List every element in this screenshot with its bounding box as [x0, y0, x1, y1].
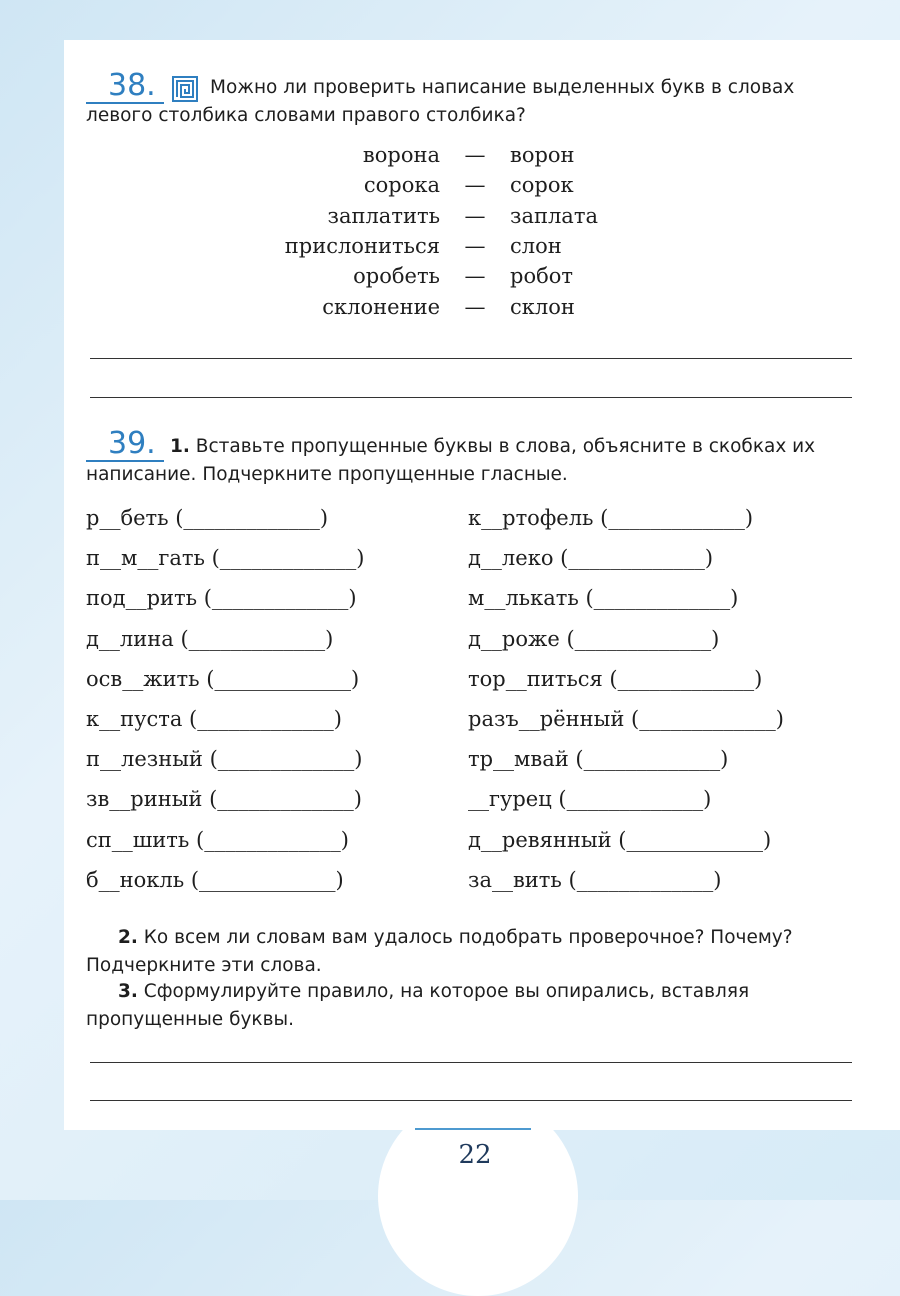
fill-in-word[interactable]: к__ртофель (_____________) — [468, 506, 754, 530]
fill-in-word[interactable]: __гурец (_____________) — [468, 787, 712, 812]
pair-left-word: склонение — [322, 294, 440, 319]
fill-in-word[interactable]: д__роже (_____________) — [468, 626, 720, 651]
pair-right-word: сорок — [510, 173, 574, 198]
page-number: 22 — [458, 1140, 492, 1170]
word-pair — [200, 291, 700, 321]
fill-in-word[interactable]: к__пуста (_____________) — [86, 707, 342, 731]
fill-in-word[interactable]: под__рить (_____________) — [86, 586, 357, 611]
answer-line[interactable] — [90, 358, 852, 359]
answer-line[interactable] — [90, 1062, 852, 1063]
answer-line[interactable] — [90, 397, 852, 398]
task2-number: 2. — [118, 927, 138, 948]
fill-in-word[interactable]: д__леко (_____________) — [468, 546, 714, 571]
task3-text: Сформулируйте правило, на которое вы опирались, вставляя пропущенные буквы. — [86, 981, 750, 1030]
pair-left-word: прислониться — [284, 234, 440, 259]
pair-right-word: заплата — [510, 203, 598, 228]
word-pair — [200, 261, 700, 291]
fill-in-word[interactable]: м__лькать (_____________) — [468, 586, 739, 611]
pair-dash: — — [464, 294, 486, 319]
task1-text: Вставьте пропущенные буквы в слова, объясните в скобках их написание. Подчеркните пропущенные гласные. — [86, 436, 816, 485]
fill-in-word[interactable]: б__нокль (_____________) — [86, 867, 344, 892]
word-pair — [200, 201, 700, 231]
exercise-38-number: 38. — [86, 70, 164, 104]
exercise-39-task3 — [86, 978, 856, 1034]
fill-in-word[interactable]: осв__жить (_____________) — [86, 666, 360, 691]
word-pair — [200, 231, 700, 261]
page-number-divider — [415, 1128, 531, 1130]
pair-left-word: оробеть — [353, 264, 440, 289]
task3-number: 3. — [118, 981, 138, 1002]
pair-left-word: сорока — [363, 173, 440, 198]
pair-dash: — — [464, 234, 486, 259]
task2-text: Ко всем ли словам вам удалось подобрать проверочное? Почему? Подчеркните эти слова. — [86, 927, 793, 976]
exercise-39-number: 39. — [86, 428, 164, 462]
pair-dash: — — [464, 264, 486, 289]
pair-right-word: слон — [510, 234, 562, 259]
exercise-38-text: Можно ли проверить написание выделенных букв в словах левого столбика словами правого столбика? — [86, 77, 795, 126]
fill-in-word[interactable]: за__вить (_____________) — [468, 867, 722, 892]
pair-dash: — — [464, 143, 486, 168]
task1-number: 1. — [170, 436, 190, 457]
fill-in-word[interactable]: сп__шить (_____________) — [86, 827, 349, 852]
fill-in-word[interactable]: п__лезный (_____________) — [86, 747, 363, 772]
pair-right-word: робот — [510, 264, 573, 289]
page-number-badge — [378, 1096, 578, 1296]
fill-in-word[interactable]: р__беть (_____________) — [86, 506, 329, 530]
pair-right-word: склон — [510, 294, 575, 319]
word-pairs — [200, 140, 700, 322]
fill-in-word[interactable]: п__м__гать (_____________) — [86, 546, 365, 571]
fill-in-word[interactable]: тр__мвай (_____________) — [468, 747, 729, 772]
pair-dash: — — [464, 173, 486, 198]
fill-in-word[interactable]: д__лина (_____________) — [86, 626, 334, 651]
pair-dash: — — [464, 203, 486, 228]
pair-left-word: заплатить — [327, 203, 440, 228]
word-pair — [200, 170, 700, 200]
exercise-39-task2 — [86, 924, 856, 980]
pair-left-word: ворона — [362, 143, 440, 168]
exercise-39-task1 — [86, 433, 854, 489]
fill-in-word[interactable]: зв__риный (_____________) — [86, 787, 362, 812]
answer-line[interactable] — [90, 1100, 852, 1101]
fill-in-word[interactable]: тор__питься (_____________) — [468, 666, 763, 691]
fill-in-word[interactable]: разъ__рённый (_____________) — [468, 707, 784, 731]
pair-right-word: ворон — [510, 143, 575, 168]
word-pair — [200, 140, 700, 170]
fill-in-word[interactable]: д__ревянный (_____________) — [468, 827, 772, 852]
